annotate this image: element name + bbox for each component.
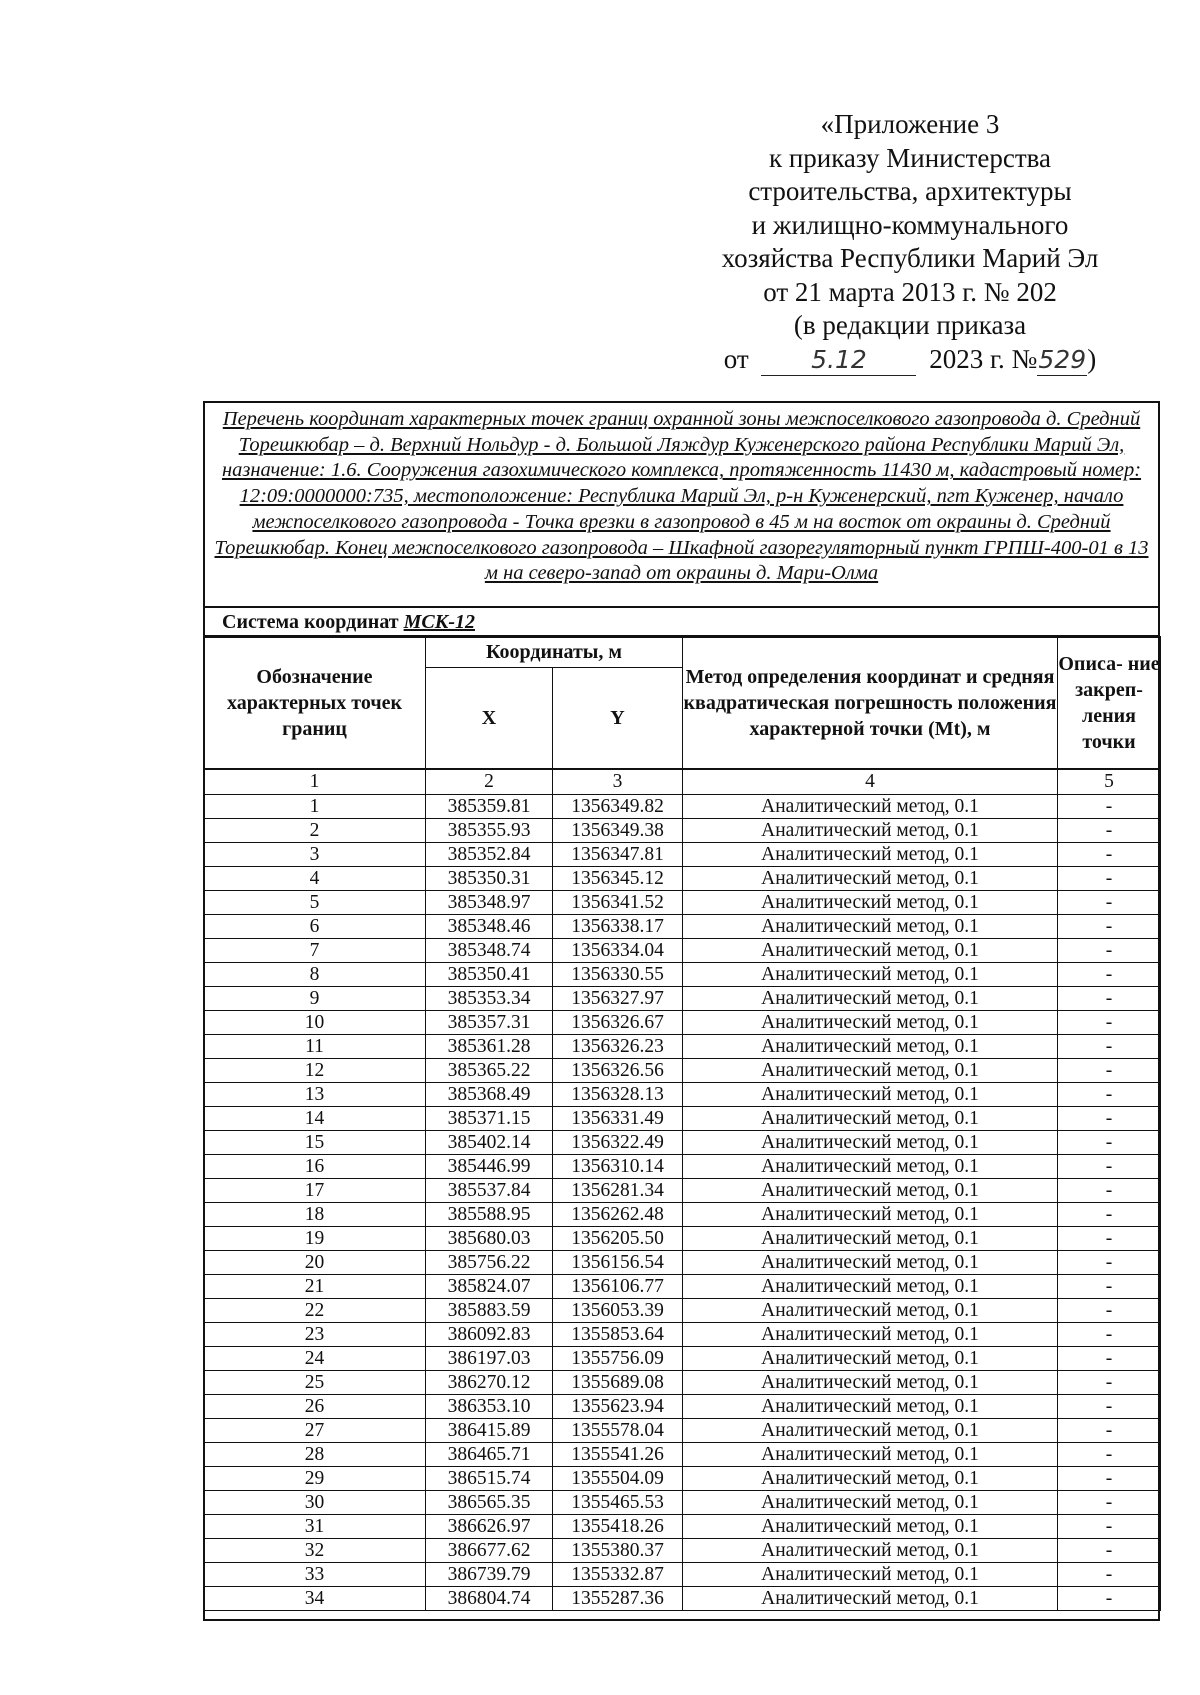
header-revision-line: [700, 343, 1120, 377]
document-title: Перечень координат характерных точек границ охранной зоны межпоселкового газопровода д. Средний Торешкюбар – д. Верхний Нольдур - д. Большой Ляждур Куженерского района Республики Марий Эл, назначение: 1.6. Сооружения газохимического комплекса, протяженность 11430 м, кадастровый номер: 12:09:0000000:735, местоположение: Республика Марий Эл, р-н Куженерский, пгт Куженер, начало межпоселкового газопровода - Точка врезки в газопровод в 45 м на восток от окраины д. Средний Торешкюбар. Конец межпоселкового газопровода – Шкафной газорегуляторный пункт ГРПШ-400-01 в 13 м на северо-запад от окраины д. Мари-Олма: [214, 408, 1149, 585]
point-number-cell: 1: [204, 795, 426, 819]
method-cell: Аналитический метод, 0.1: [683, 1515, 1058, 1539]
description-cell: -: [1058, 963, 1161, 987]
x-coordinate-cell: 385348.74: [426, 939, 553, 963]
method-cell: Аналитический метод, 0.1: [683, 795, 1058, 819]
y-coordinate-cell: 1355418.26: [553, 1515, 683, 1539]
y-coordinate-cell: 1355465.53: [553, 1491, 683, 1515]
point-number-cell: 28: [204, 1443, 426, 1467]
point-number-cell: 17: [204, 1179, 426, 1203]
y-coordinate-cell: 1355689.08: [553, 1371, 683, 1395]
description-cell: -: [1058, 939, 1161, 963]
x-coordinate-cell: 386565.35: [426, 1491, 553, 1515]
header-line: хозяйства Республики Марий Эл: [721, 243, 1099, 273]
description-cell: -: [1058, 1443, 1161, 1467]
x-coordinate-cell: 385537.84: [426, 1179, 553, 1203]
description-cell: -: [1058, 1371, 1161, 1395]
method-cell: Аналитический метод, 0.1: [683, 1275, 1058, 1299]
y-coordinate-cell: 1355853.64: [553, 1323, 683, 1347]
method-cell: Аналитический метод, 0.1: [683, 1539, 1058, 1563]
method-cell: Аналитический метод, 0.1: [683, 915, 1058, 939]
x-coordinate-cell: 385680.03: [426, 1227, 553, 1251]
description-cell: -: [1058, 1299, 1161, 1323]
from-prefix: от: [723, 343, 749, 374]
method-cell: Аналитический метод, 0.1: [683, 1251, 1058, 1275]
table-row: [204, 1563, 1161, 1587]
column-header-point: Обозначение характерных точек границ: [204, 637, 426, 770]
y-coordinate-cell: 1356347.81: [553, 843, 683, 867]
x-coordinate-cell: 386626.97: [426, 1515, 553, 1539]
table-row: [204, 1131, 1161, 1155]
x-coordinate-cell: 385357.31: [426, 1011, 553, 1035]
description-cell: -: [1058, 915, 1161, 939]
description-cell: -: [1058, 1275, 1161, 1299]
description-cell: -: [1058, 1035, 1161, 1059]
method-cell: Аналитический метод, 0.1: [683, 987, 1058, 1011]
x-coordinate-cell: 386515.74: [426, 1467, 553, 1491]
y-coordinate-cell: 1356349.38: [553, 819, 683, 843]
description-cell: -: [1058, 1131, 1161, 1155]
method-cell: Аналитический метод, 0.1: [683, 1443, 1058, 1467]
y-coordinate-cell: 1355332.87: [553, 1563, 683, 1587]
point-number-cell: 31: [204, 1515, 426, 1539]
point-number-cell: 15: [204, 1131, 426, 1155]
method-cell: Аналитический метод, 0.1: [683, 1083, 1058, 1107]
y-coordinate-cell: 1356262.48: [553, 1203, 683, 1227]
table-row: [204, 1467, 1161, 1491]
description-cell: -: [1058, 1059, 1161, 1083]
y-coordinate-cell: 1355623.94: [553, 1395, 683, 1419]
description-cell: -: [1058, 1179, 1161, 1203]
method-cell: Аналитический метод, 0.1: [683, 1035, 1058, 1059]
table-row: [204, 843, 1161, 867]
x-coordinate-cell: 385368.49: [426, 1083, 553, 1107]
method-cell: Аналитический метод, 0.1: [683, 1155, 1058, 1179]
description-cell: -: [1058, 1155, 1161, 1179]
x-coordinate-cell: 386739.79: [426, 1563, 553, 1587]
table-row: [204, 1011, 1161, 1035]
description-cell: -: [1058, 1203, 1161, 1227]
description-cell: -: [1058, 891, 1161, 915]
table-row: [204, 1107, 1161, 1131]
x-coordinate-cell: 385359.81: [426, 795, 553, 819]
column-number: 3: [553, 769, 683, 795]
table-row: [204, 1059, 1161, 1083]
point-number-cell: 25: [204, 1371, 426, 1395]
method-cell: Аналитический метод, 0.1: [683, 867, 1058, 891]
point-number-cell: 9: [204, 987, 426, 1011]
column-number: 5: [1058, 769, 1161, 795]
x-coordinate-cell: 385756.22: [426, 1251, 553, 1275]
x-coordinate-cell: 385361.28: [426, 1035, 553, 1059]
point-number-cell: 3: [204, 843, 426, 867]
appendix-header: [700, 108, 1120, 376]
point-number-cell: 7: [204, 939, 426, 963]
method-cell: Аналитический метод, 0.1: [683, 1347, 1058, 1371]
x-coordinate-cell: 386677.62: [426, 1539, 553, 1563]
column-number: 1: [204, 769, 426, 795]
y-coordinate-cell: 1355541.26: [553, 1443, 683, 1467]
header-line: и жилищно-коммунального: [751, 209, 1069, 240]
point-number-cell: 21: [204, 1275, 426, 1299]
point-number-cell: 19: [204, 1227, 426, 1251]
method-cell: Аналитический метод, 0.1: [683, 1467, 1058, 1491]
y-coordinate-cell: 1356106.77: [553, 1275, 683, 1299]
point-number-cell: 2: [204, 819, 426, 843]
table-row: [204, 795, 1161, 819]
description-cell: -: [1058, 1347, 1161, 1371]
table-row: [204, 1587, 1161, 1611]
point-number-cell: 24: [204, 1347, 426, 1371]
description-cell: -: [1058, 1227, 1161, 1251]
x-coordinate-cell: 385353.34: [426, 987, 553, 1011]
y-coordinate-cell: 1356331.49: [553, 1107, 683, 1131]
method-cell: Аналитический метод, 0.1: [683, 1179, 1058, 1203]
column-header-coordinates: Координаты, м: [426, 637, 683, 668]
y-coordinate-cell: 1356310.14: [553, 1155, 683, 1179]
point-number-cell: 10: [204, 1011, 426, 1035]
x-coordinate-cell: 386197.03: [426, 1347, 553, 1371]
table-body: [204, 795, 1161, 1611]
x-coordinate-cell: 386353.10: [426, 1395, 553, 1419]
point-number-cell: 14: [204, 1107, 426, 1131]
description-cell: -: [1058, 1539, 1161, 1563]
point-number-cell: 20: [204, 1251, 426, 1275]
column-number: 4: [683, 769, 1058, 795]
description-cell: -: [1058, 843, 1161, 867]
table-row: [204, 1515, 1161, 1539]
column-number: 2: [426, 769, 553, 795]
method-cell: Аналитический метод, 0.1: [683, 1131, 1058, 1155]
point-number-cell: 22: [204, 1299, 426, 1323]
x-coordinate-cell: 385824.07: [426, 1275, 553, 1299]
point-number-cell: 23: [204, 1323, 426, 1347]
closing-paren: ): [1087, 343, 1097, 374]
table-row: [204, 1491, 1161, 1515]
table-row: [204, 1395, 1161, 1419]
y-coordinate-cell: 1356326.67: [553, 1011, 683, 1035]
coordinates-table: [203, 636, 1161, 1611]
x-coordinate-cell: 385350.31: [426, 867, 553, 891]
y-coordinate-cell: 1356338.17: [553, 915, 683, 939]
method-cell: Аналитический метод, 0.1: [683, 1107, 1058, 1131]
table-row: [204, 915, 1161, 939]
point-number-cell: 6: [204, 915, 426, 939]
method-cell: Аналитический метод, 0.1: [683, 1395, 1058, 1419]
method-cell: Аналитический метод, 0.1: [683, 1011, 1058, 1035]
x-coordinate-cell: 385348.46: [426, 915, 553, 939]
method-cell: Аналитический метод, 0.1: [683, 1299, 1058, 1323]
x-coordinate-cell: 385371.15: [426, 1107, 553, 1131]
y-coordinate-cell: 1356053.39: [553, 1299, 683, 1323]
column-header-x: X: [426, 668, 553, 770]
point-number-cell: 4: [204, 867, 426, 891]
table-row: [204, 1083, 1161, 1107]
handwritten-number: 529: [1038, 344, 1087, 374]
method-cell: Аналитический метод, 0.1: [683, 1491, 1058, 1515]
description-cell: -: [1058, 1395, 1161, 1419]
description-cell: -: [1058, 1083, 1161, 1107]
y-coordinate-cell: 1356326.23: [553, 1035, 683, 1059]
y-coordinate-cell: 1356281.34: [553, 1179, 683, 1203]
description-cell: -: [1058, 1419, 1161, 1443]
x-coordinate-cell: 385348.97: [426, 891, 553, 915]
y-coordinate-cell: 1356205.50: [553, 1227, 683, 1251]
x-coordinate-cell: 385883.59: [426, 1299, 553, 1323]
y-coordinate-cell: 1355504.09: [553, 1467, 683, 1491]
description-cell: -: [1058, 1563, 1161, 1587]
description-cell: -: [1058, 1587, 1161, 1611]
coordinate-system-value: МСК-12: [403, 611, 475, 633]
point-number-cell: 27: [204, 1419, 426, 1443]
y-coordinate-cell: 1355756.09: [553, 1347, 683, 1371]
table-row: [204, 939, 1161, 963]
y-coordinate-cell: 1356322.49: [553, 1131, 683, 1155]
y-coordinate-cell: 1355287.36: [553, 1587, 683, 1611]
handwritten-date: 5.12: [761, 345, 916, 376]
header-line: «Приложение 3: [820, 109, 1000, 139]
method-cell: Аналитический метод, 0.1: [683, 1203, 1058, 1227]
y-coordinate-cell: 1356334.04: [553, 939, 683, 963]
description-cell: -: [1058, 1515, 1161, 1539]
x-coordinate-cell: 386415.89: [426, 1419, 553, 1443]
y-coordinate-cell: 1356327.97: [553, 987, 683, 1011]
point-number-cell: 13: [204, 1083, 426, 1107]
y-coordinate-cell: 1355380.37: [553, 1539, 683, 1563]
x-coordinate-cell: 386465.71: [426, 1443, 553, 1467]
coordinate-system-row: [203, 608, 1160, 636]
table-row: [204, 819, 1161, 843]
x-coordinate-cell: 385588.95: [426, 1203, 553, 1227]
description-cell: -: [1058, 1107, 1161, 1131]
table-row: [204, 1443, 1161, 1467]
x-coordinate-cell: 385352.84: [426, 843, 553, 867]
method-cell: Аналитический метод, 0.1: [683, 1059, 1058, 1083]
method-cell: Аналитический метод, 0.1: [683, 1587, 1058, 1611]
y-coordinate-cell: 1356349.82: [553, 795, 683, 819]
table-row: [204, 987, 1161, 1011]
x-coordinate-cell: 385355.93: [426, 819, 553, 843]
year-text: 2023 г. №: [929, 343, 1038, 374]
y-coordinate-cell: 1356330.55: [553, 963, 683, 987]
description-cell: -: [1058, 987, 1161, 1011]
table-row: [204, 1347, 1161, 1371]
point-number-cell: 16: [204, 1155, 426, 1179]
description-cell: -: [1058, 1323, 1161, 1347]
table-row: [204, 1323, 1161, 1347]
y-coordinate-cell: 1356345.12: [553, 867, 683, 891]
method-cell: Аналитический метод, 0.1: [683, 963, 1058, 987]
y-coordinate-cell: 1356341.52: [553, 891, 683, 915]
x-coordinate-cell: 385446.99: [426, 1155, 553, 1179]
point-number-cell: 30: [204, 1491, 426, 1515]
y-coordinate-cell: 1356326.56: [553, 1059, 683, 1083]
description-cell: -: [1058, 1467, 1161, 1491]
x-coordinate-cell: 386092.83: [426, 1323, 553, 1347]
table-row: [204, 1035, 1161, 1059]
table-row: [204, 1179, 1161, 1203]
column-header-y: Y: [553, 668, 683, 770]
coordinate-system-label: Система координат: [222, 611, 399, 633]
point-number-cell: 8: [204, 963, 426, 987]
table-row: [204, 1539, 1161, 1563]
point-number-cell: 12: [204, 1059, 426, 1083]
table-row: [204, 891, 1161, 915]
header-line: (в редакции приказа: [793, 310, 1027, 340]
table-row: [204, 1299, 1161, 1323]
description-cell: -: [1058, 1491, 1161, 1515]
table-row: [204, 1227, 1161, 1251]
description-cell: -: [1058, 819, 1161, 843]
point-number-cell: 32: [204, 1539, 426, 1563]
method-cell: Аналитический метод, 0.1: [683, 819, 1058, 843]
column-header-method: Метод определения координат и средняя квадратическая погрешность положения характерной точки (Mt), м: [683, 637, 1058, 770]
point-number-cell: 34: [204, 1587, 426, 1611]
method-cell: Аналитический метод, 0.1: [683, 843, 1058, 867]
header-line: к приказу Министерства: [768, 142, 1052, 173]
point-number-cell: 26: [204, 1395, 426, 1419]
x-coordinate-cell: 386804.74: [426, 1587, 553, 1611]
table-row: [204, 1275, 1161, 1299]
point-number-cell: 11: [204, 1035, 426, 1059]
description-cell: -: [1058, 1011, 1161, 1035]
document-title-box: [203, 401, 1160, 608]
x-coordinate-cell: 385402.14: [426, 1131, 553, 1155]
table-row: [204, 1419, 1161, 1443]
description-cell: -: [1058, 795, 1161, 819]
header-line: строительства, архитектуры: [748, 176, 1072, 206]
x-coordinate-cell: 385350.41: [426, 963, 553, 987]
y-coordinate-cell: 1356328.13: [553, 1083, 683, 1107]
point-number-cell: 29: [204, 1467, 426, 1491]
table-row: [204, 1203, 1161, 1227]
point-number-cell: 18: [204, 1203, 426, 1227]
point-number-cell: 5: [204, 891, 426, 915]
header-line: от 21 марта 2013 г. № 202: [763, 276, 1057, 307]
method-cell: Аналитический метод, 0.1: [683, 1371, 1058, 1395]
table-row: [204, 963, 1161, 987]
table-row: [204, 1155, 1161, 1179]
method-cell: Аналитический метод, 0.1: [683, 1419, 1058, 1443]
table-row: [204, 1251, 1161, 1275]
method-cell: Аналитический метод, 0.1: [683, 891, 1058, 915]
point-number-cell: 33: [204, 1563, 426, 1587]
y-coordinate-cell: 1356156.54: [553, 1251, 683, 1275]
y-coordinate-cell: 1355578.04: [553, 1419, 683, 1443]
x-coordinate-cell: 385365.22: [426, 1059, 553, 1083]
method-cell: Аналитический метод, 0.1: [683, 939, 1058, 963]
table-row: [204, 1371, 1161, 1395]
description-cell: -: [1058, 867, 1161, 891]
description-cell: -: [1058, 1251, 1161, 1275]
method-cell: Аналитический метод, 0.1: [683, 1563, 1058, 1587]
method-cell: Аналитический метод, 0.1: [683, 1227, 1058, 1251]
x-coordinate-cell: 386270.12: [426, 1371, 553, 1395]
method-cell: Аналитический метод, 0.1: [683, 1323, 1058, 1347]
column-header-description: Описа- ние закреп- ления точки: [1058, 637, 1161, 770]
table-row: [204, 867, 1161, 891]
